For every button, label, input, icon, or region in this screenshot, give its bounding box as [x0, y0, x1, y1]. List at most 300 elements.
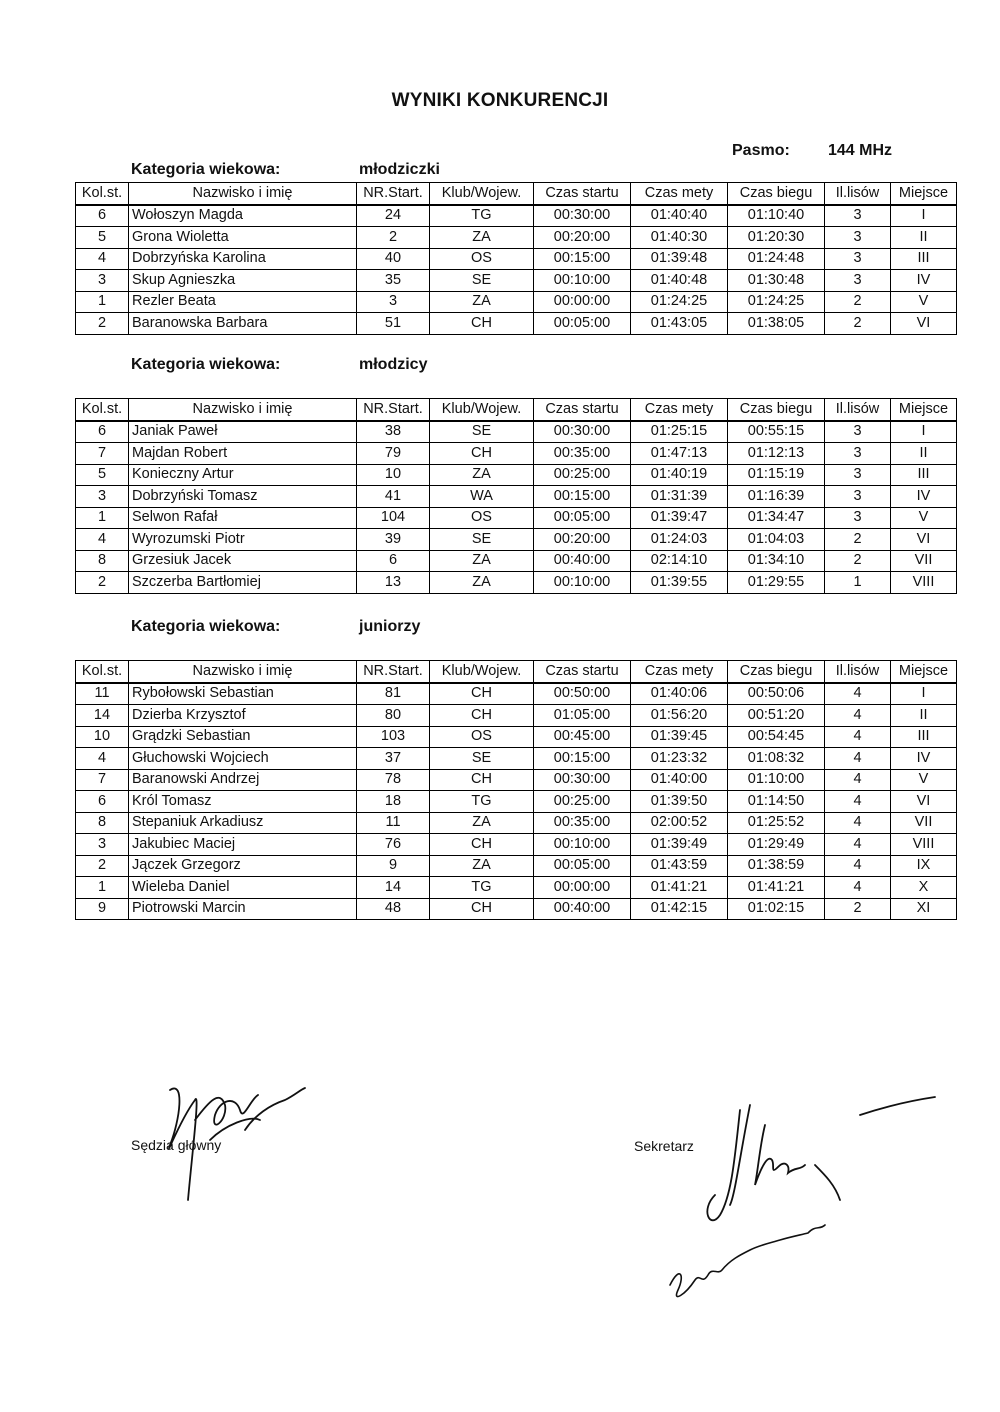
category-label: Kategoria wiekowa:: [131, 161, 281, 178]
col-name: Jakubiec Maciej: [129, 834, 357, 856]
col-finish-time: 01:39:45: [631, 726, 728, 748]
col-fox-count: 3: [825, 464, 891, 486]
col-place: IV: [891, 270, 957, 292]
col-kol-st-header: Kol.st.: [76, 661, 129, 683]
col-nr-start: 10: [357, 464, 430, 486]
col-name: Grona Wioletta: [129, 227, 357, 249]
col-start-time: 00:30:00: [534, 421, 631, 443]
col-name: Wieleba Daniel: [129, 877, 357, 899]
col-place: VI: [891, 529, 957, 551]
table-row: [76, 877, 957, 899]
col-name-header: Nazwisko i imię: [129, 661, 357, 683]
col-kol-st: 11: [76, 683, 129, 705]
col-kol-st: 6: [76, 421, 129, 443]
col-run-time: 01:12:13: [728, 443, 825, 465]
col-fox-count: 3: [825, 486, 891, 508]
col-name: Baranowska Barbara: [129, 313, 357, 335]
col-start-time: 00:40:00: [534, 550, 631, 572]
col-nr-start: 51: [357, 313, 430, 335]
col-finish-time: 01:24:25: [631, 291, 728, 313]
col-start-time-header: Czas startu: [534, 399, 631, 421]
col-club-header: Klub/Wojew.: [430, 399, 534, 421]
col-run-time: 00:50:06: [728, 683, 825, 705]
table-row: [76, 486, 957, 508]
secretary-label: Sekretarz: [634, 1138, 694, 1154]
col-kol-st: 6: [76, 791, 129, 813]
col-name: Dobrzyński Tomasz: [129, 486, 357, 508]
col-place: V: [891, 291, 957, 313]
col-fox-count: 2: [825, 291, 891, 313]
col-kol-st: 1: [76, 877, 129, 899]
col-fox-count: 4: [825, 834, 891, 856]
col-nr-start: 2: [357, 227, 430, 249]
col-nr-start: 48: [357, 898, 430, 920]
col-finish-time: 01:40:40: [631, 205, 728, 227]
col-finish-time: 01:24:03: [631, 529, 728, 551]
col-kol-st: 6: [76, 205, 129, 227]
col-name: Skup Agnieszka: [129, 270, 357, 292]
col-finish-time-header: Czas mety: [631, 399, 728, 421]
col-club: ZA: [430, 855, 534, 877]
col-start-time: 00:10:00: [534, 270, 631, 292]
col-start-time: 00:35:00: [534, 443, 631, 465]
col-kol-st: 4: [76, 529, 129, 551]
category-name: młodzicy: [359, 356, 428, 373]
table-header-row: [76, 183, 957, 205]
band-label: Pasmo:: [732, 142, 790, 159]
col-start-time-header: Czas startu: [534, 661, 631, 683]
col-finish-time: 01:31:39: [631, 486, 728, 508]
col-finish-time: 01:39:55: [631, 572, 728, 594]
col-start-time: 00:25:00: [534, 464, 631, 486]
col-run-time-header: Czas biegu: [728, 399, 825, 421]
table-header-row: [76, 661, 957, 683]
col-fox-count: 4: [825, 726, 891, 748]
col-club: CH: [430, 834, 534, 856]
table-header-row: [76, 399, 957, 421]
col-finish-time: 01:41:21: [631, 877, 728, 899]
col-fox-count: 3: [825, 227, 891, 249]
col-kol-st: 8: [76, 550, 129, 572]
col-start-time: 00:00:00: [534, 877, 631, 899]
col-place: I: [891, 205, 957, 227]
col-name-header: Nazwisko i imię: [129, 183, 357, 205]
col-kol-st: 2: [76, 572, 129, 594]
results-table: [75, 398, 957, 594]
table-row: [76, 898, 957, 920]
col-club: OS: [430, 507, 534, 529]
col-name: Dobrzyńska Karolina: [129, 248, 357, 270]
band-value: 144 MHz: [828, 142, 893, 159]
col-run-time: 01:38:05: [728, 313, 825, 335]
col-kol-st: 10: [76, 726, 129, 748]
col-start-time: 01:05:00: [534, 705, 631, 727]
col-kol-st: 2: [76, 855, 129, 877]
col-run-time: 00:51:20: [728, 705, 825, 727]
table-row: [76, 769, 957, 791]
col-kol-st: 7: [76, 443, 129, 465]
col-place: II: [891, 227, 957, 249]
col-kol-st: 3: [76, 270, 129, 292]
col-nr-start: 104: [357, 507, 430, 529]
col-finish-time: 01:47:13: [631, 443, 728, 465]
col-start-time: 00:05:00: [534, 507, 631, 529]
col-kol-st-header: Kol.st.: [76, 399, 129, 421]
col-nr-start: 81: [357, 683, 430, 705]
col-club: CH: [430, 443, 534, 465]
col-nr-start: 37: [357, 748, 430, 770]
judge-signature: [140, 1060, 320, 1210]
col-club: OS: [430, 248, 534, 270]
col-kol-st: 1: [76, 507, 129, 529]
col-place: IV: [891, 486, 957, 508]
table-row: [76, 834, 957, 856]
col-start-time: 00:25:00: [534, 791, 631, 813]
table-row: [76, 529, 957, 551]
col-nr-start-header: NR.Start.: [357, 183, 430, 205]
col-start-time: 00:30:00: [534, 205, 631, 227]
col-club: SE: [430, 421, 534, 443]
col-start-time: 00:05:00: [534, 313, 631, 335]
col-run-time: 01:38:59: [728, 855, 825, 877]
col-kol-st: 5: [76, 227, 129, 249]
col-run-time-header: Czas biegu: [728, 183, 825, 205]
col-place: I: [891, 683, 957, 705]
col-fox-count: 4: [825, 769, 891, 791]
col-club: CH: [430, 683, 534, 705]
col-finish-time: 01:43:05: [631, 313, 728, 335]
col-name: Dzierba Krzysztof: [129, 705, 357, 727]
col-fox-count: 4: [825, 812, 891, 834]
col-nr-start: 18: [357, 791, 430, 813]
col-finish-time-header: Czas mety: [631, 183, 728, 205]
col-run-time: 01:08:32: [728, 748, 825, 770]
secretary-signature: [640, 1075, 940, 1325]
col-nr-start: 9: [357, 855, 430, 877]
col-start-time: 00:00:00: [534, 291, 631, 313]
col-club: CH: [430, 769, 534, 791]
col-finish-time: 01:42:15: [631, 898, 728, 920]
col-fox-count-header: Il.lisów: [825, 399, 891, 421]
col-club: SE: [430, 748, 534, 770]
col-run-time: 00:54:45: [728, 726, 825, 748]
table-row: [76, 205, 957, 227]
col-finish-time: 01:40:30: [631, 227, 728, 249]
col-name: Jączek Grzegorz: [129, 855, 357, 877]
table-row: [76, 421, 957, 443]
col-club: ZA: [430, 291, 534, 313]
col-start-time: 00:40:00: [534, 898, 631, 920]
col-nr-start: 41: [357, 486, 430, 508]
col-kol-st: 14: [76, 705, 129, 727]
table-row: [76, 683, 957, 705]
col-club: ZA: [430, 572, 534, 594]
col-fox-count: 2: [825, 898, 891, 920]
col-fox-count: 3: [825, 270, 891, 292]
col-fox-count: 2: [825, 313, 891, 335]
col-nr-start: 80: [357, 705, 430, 727]
col-start-time: 00:30:00: [534, 769, 631, 791]
col-fox-count-header: Il.lisów: [825, 183, 891, 205]
col-start-time: 00:10:00: [534, 572, 631, 594]
col-club: WA: [430, 486, 534, 508]
col-kol-st: 3: [76, 486, 129, 508]
category-label: Kategoria wiekowa:: [131, 618, 281, 635]
col-name: Wołoszyn Magda: [129, 205, 357, 227]
col-run-time: 01:04:03: [728, 529, 825, 551]
table-row: [76, 227, 957, 249]
col-fox-count: 4: [825, 705, 891, 727]
col-fox-count: 2: [825, 529, 891, 551]
col-kol-st: 1: [76, 291, 129, 313]
col-place-header: Miejsce: [891, 661, 957, 683]
col-finish-time: 01:39:47: [631, 507, 728, 529]
col-run-time: 00:55:15: [728, 421, 825, 443]
col-start-time: 00:20:00: [534, 227, 631, 249]
col-nr-start: 24: [357, 205, 430, 227]
col-nr-start-header: NR.Start.: [357, 661, 430, 683]
col-club: CH: [430, 705, 534, 727]
col-nr-start: 76: [357, 834, 430, 856]
col-place-header: Miejsce: [891, 399, 957, 421]
results-table: [75, 660, 957, 920]
col-club: SE: [430, 270, 534, 292]
col-place: IX: [891, 855, 957, 877]
col-finish-time-header: Czas mety: [631, 661, 728, 683]
col-place: III: [891, 726, 957, 748]
col-name: Głuchowski Wojciech: [129, 748, 357, 770]
col-club: OS: [430, 726, 534, 748]
table-row: [76, 464, 957, 486]
col-fox-count: 4: [825, 748, 891, 770]
col-fox-count: 3: [825, 507, 891, 529]
col-run-time: 01:24:25: [728, 291, 825, 313]
col-name: Wyrozumski Piotr: [129, 529, 357, 551]
col-finish-time: 01:39:49: [631, 834, 728, 856]
col-finish-time: 01:39:50: [631, 791, 728, 813]
category-name: juniorzy: [359, 618, 421, 635]
col-place: III: [891, 248, 957, 270]
col-name-header: Nazwisko i imię: [129, 399, 357, 421]
col-place: II: [891, 443, 957, 465]
col-nr-start: 6: [357, 550, 430, 572]
col-name: Janiak Paweł: [129, 421, 357, 443]
col-place: V: [891, 769, 957, 791]
col-name: Grzesiuk Jacek: [129, 550, 357, 572]
table-row: [76, 705, 957, 727]
table-row: [76, 291, 957, 313]
col-kol-st: 2: [76, 313, 129, 335]
col-name: Baranowski Andrzej: [129, 769, 357, 791]
col-place: VII: [891, 812, 957, 834]
category-heading: [131, 618, 420, 636]
col-fox-count: 4: [825, 683, 891, 705]
col-fox-count: 3: [825, 205, 891, 227]
col-fox-count: 3: [825, 421, 891, 443]
col-start-time: 00:15:00: [534, 486, 631, 508]
col-place: II: [891, 705, 957, 727]
col-run-time: 01:29:49: [728, 834, 825, 856]
table-row: [76, 443, 957, 465]
col-nr-start: 39: [357, 529, 430, 551]
category-heading: [131, 356, 427, 374]
table-row: [76, 550, 957, 572]
col-kol-st-header: Kol.st.: [76, 183, 129, 205]
col-nr-start: 79: [357, 443, 430, 465]
col-fox-count: 4: [825, 855, 891, 877]
col-run-time: 01:30:48: [728, 270, 825, 292]
col-nr-start: 11: [357, 812, 430, 834]
col-kol-st: 7: [76, 769, 129, 791]
col-finish-time: 01:43:59: [631, 855, 728, 877]
col-fox-count-header: Il.lisów: [825, 661, 891, 683]
col-place: XI: [891, 898, 957, 920]
col-fox-count: 3: [825, 248, 891, 270]
col-nr-start: 14: [357, 877, 430, 899]
results-table: [75, 182, 957, 335]
col-finish-time: 01:40:00: [631, 769, 728, 791]
col-place: I: [891, 421, 957, 443]
col-fox-count: 1: [825, 572, 891, 594]
col-place: VI: [891, 791, 957, 813]
col-run-time: 01:24:48: [728, 248, 825, 270]
col-club-header: Klub/Wojew.: [430, 661, 534, 683]
table-row: [76, 726, 957, 748]
col-kol-st: 8: [76, 812, 129, 834]
col-start-time: 00:05:00: [534, 855, 631, 877]
col-nr-start: 40: [357, 248, 430, 270]
col-fox-count: 3: [825, 443, 891, 465]
judge-label: Sędzia główny: [131, 1137, 222, 1153]
col-run-time: 01:41:21: [728, 877, 825, 899]
col-run-time: 01:02:15: [728, 898, 825, 920]
col-name: Selwon Rafał: [129, 507, 357, 529]
table-row: [76, 812, 957, 834]
col-run-time: 01:10:00: [728, 769, 825, 791]
table-row: [76, 855, 957, 877]
col-name: Rybołowski Sebastian: [129, 683, 357, 705]
col-kol-st: 4: [76, 248, 129, 270]
col-run-time: 01:29:55: [728, 572, 825, 594]
col-start-time-header: Czas startu: [534, 183, 631, 205]
col-club: ZA: [430, 550, 534, 572]
col-name: Konieczny Artur: [129, 464, 357, 486]
table-row: [76, 248, 957, 270]
col-club: ZA: [430, 812, 534, 834]
col-run-time: 01:20:30: [728, 227, 825, 249]
category-heading: [131, 161, 440, 179]
col-run-time: 01:16:39: [728, 486, 825, 508]
col-start-time: 00:10:00: [534, 834, 631, 856]
col-nr-start: 78: [357, 769, 430, 791]
col-start-time: 00:15:00: [534, 748, 631, 770]
page-title: WYNIKI KONKURENCJI: [391, 90, 609, 111]
category-label: Kategoria wiekowa:: [131, 356, 281, 373]
col-start-time: 00:35:00: [534, 812, 631, 834]
col-kol-st: 4: [76, 748, 129, 770]
col-start-time: 00:45:00: [534, 726, 631, 748]
col-nr-start: 13: [357, 572, 430, 594]
col-start-time: 00:50:00: [534, 683, 631, 705]
col-club: ZA: [430, 464, 534, 486]
col-place: VIII: [891, 834, 957, 856]
col-club: ZA: [430, 227, 534, 249]
col-finish-time: 02:00:52: [631, 812, 728, 834]
col-club: SE: [430, 529, 534, 551]
col-club: CH: [430, 898, 534, 920]
col-run-time: 01:14:50: [728, 791, 825, 813]
col-finish-time: 01:39:48: [631, 248, 728, 270]
col-run-time: 01:34:10: [728, 550, 825, 572]
col-place: VII: [891, 550, 957, 572]
col-nr-start: 3: [357, 291, 430, 313]
band-info: [732, 142, 892, 160]
col-name: Majdan Robert: [129, 443, 357, 465]
col-run-time: 01:15:19: [728, 464, 825, 486]
col-finish-time: 01:56:20: [631, 705, 728, 727]
col-finish-time: 01:25:15: [631, 421, 728, 443]
table-row: [76, 270, 957, 292]
col-finish-time: 01:40:48: [631, 270, 728, 292]
col-club: CH: [430, 313, 534, 335]
col-start-time: 00:15:00: [534, 248, 631, 270]
col-finish-time: 01:23:32: [631, 748, 728, 770]
col-name: Rezler Beata: [129, 291, 357, 313]
col-place: IV: [891, 748, 957, 770]
col-nr-start: 38: [357, 421, 430, 443]
col-run-time: 01:34:47: [728, 507, 825, 529]
col-fox-count: 2: [825, 550, 891, 572]
col-place: III: [891, 464, 957, 486]
col-nr-start-header: NR.Start.: [357, 399, 430, 421]
col-place: X: [891, 877, 957, 899]
col-name: Król Tomasz: [129, 791, 357, 813]
col-fox-count: 4: [825, 791, 891, 813]
table-row: [76, 313, 957, 335]
col-kol-st: 5: [76, 464, 129, 486]
col-finish-time: 01:40:06: [631, 683, 728, 705]
col-place: VIII: [891, 572, 957, 594]
col-name: Szczerba Bartłomiej: [129, 572, 357, 594]
col-name: Stepaniuk Arkadiusz: [129, 812, 357, 834]
table-row: [76, 748, 957, 770]
col-nr-start: 103: [357, 726, 430, 748]
col-place-header: Miejsce: [891, 183, 957, 205]
col-club-header: Klub/Wojew.: [430, 183, 534, 205]
col-name: Piotrowski Marcin: [129, 898, 357, 920]
col-nr-start: 35: [357, 270, 430, 292]
col-club: TG: [430, 877, 534, 899]
table-row: [76, 572, 957, 594]
col-place: V: [891, 507, 957, 529]
table-row: [76, 791, 957, 813]
col-finish-time: 02:14:10: [631, 550, 728, 572]
col-finish-time: 01:40:19: [631, 464, 728, 486]
col-kol-st: 9: [76, 898, 129, 920]
col-run-time: 01:25:52: [728, 812, 825, 834]
col-club: TG: [430, 791, 534, 813]
table-row: [76, 507, 957, 529]
col-name: Grądzki Sebastian: [129, 726, 357, 748]
col-kol-st: 3: [76, 834, 129, 856]
col-run-time-header: Czas biegu: [728, 661, 825, 683]
category-name: młodziczki: [359, 161, 440, 178]
col-fox-count: 4: [825, 877, 891, 899]
col-start-time: 00:20:00: [534, 529, 631, 551]
col-run-time: 01:10:40: [728, 205, 825, 227]
col-place: VI: [891, 313, 957, 335]
col-club: TG: [430, 205, 534, 227]
